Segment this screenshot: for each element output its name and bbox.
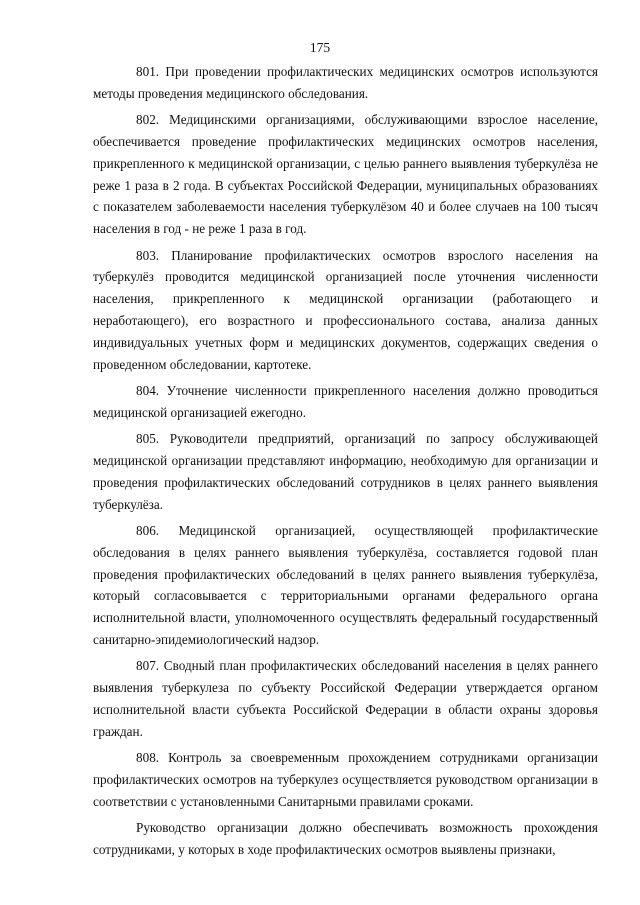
paragraph-806: 806. Медицинской организацией, осуществляющей профилактические обследования в целях раннего выявления туберкулёза, составляется годовой план проведения профилактических обследований в целях раннего выявления туберкулёза, который согласовывается с территориальными органами федерального органа исполнительной власти, уполномоченного осуществлять федеральный государственный санитарно-эпидемиологический надзор. [93,522,598,647]
paragraph-807: 807. Сводный план профилактических обследований населения в целях раннего выявления туберкулеза по субъекту Российской Федерации утверждается органом исполнительной власти субъекта Российской Федерации в области охраны здоровья граждан. [93,658,598,739]
paragraph-801: 801. При проведении профилактических медицинских осмотров используются методы проведения медицинского обследования. [93,64,598,101]
page-number: 175 [309,40,331,55]
document-body [93,61,598,865]
paragraph-803: 803. Планирование профилактических осмотров взрослого населения на туберкулёз проводится медицинской организацией после уточнения численности населения, прикрепленного к медицинской организации (работающего и неработающего), его возрастного и профессионального состава, анализа данных индивидуальных учетных форм и медицинских документов, содержащих сведения о проведенном обследовании, картотеке. [93,247,598,372]
paragraph-continuation: Руководство организации должно обеспечивать возможность прохождения сотрудниками, у которых в ходе профилактических осмотров выявлены признаки, [93,820,598,857]
paragraph-805: 805. Руководители предприятий, организаций по запросу обслуживающей медицинской организации представляют информацию, необходимую для организации и проведения профилактических обследований сотрудников в целях раннего выявления туберкулёза. [93,431,598,512]
paragraph-808: 808. Контроль за своевременным прохождением сотрудниками организации профилактических осмотров на туберкулез осуществляется руководством организации в соответствии с установленными Санитарными правилами сроками. [93,750,598,809]
paragraph-802: 802. Медицинскими организациями, обслуживающими взрослое население, обеспечивается проведение профилактических медицинских осмотров населения, прикрепленного к медицинской организации, с целью раннего выявления туберкулёза не реже 1 раза в 2 года. В субъектах Российской Федерации, муниципальных образованиях с показателем заболеваемости населения туберкулёзом 40 и более случаев на 100 тысяч населения в год - не реже 1 раза в год. [93,112,598,237]
paragraph-804: 804. Уточнение численности прикрепленного населения должно проводиться медицинской организацией ежегодно. [93,382,598,420]
